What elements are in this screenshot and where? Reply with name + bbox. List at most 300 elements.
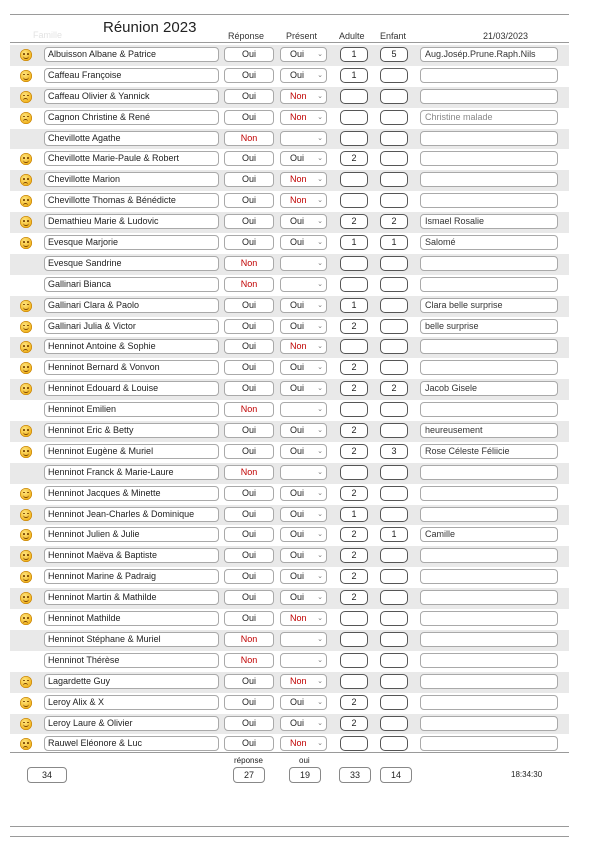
present-select[interactable] <box>280 151 327 166</box>
family-name-field[interactable]: Henninot Jacques & Minette <box>44 486 219 501</box>
adulte-field[interactable] <box>340 193 368 208</box>
chevron-down-icon[interactable]: ⌄ <box>317 259 323 267</box>
family-name-field[interactable]: Henninot Bernard & Vonvon <box>44 360 219 375</box>
adulte-field[interactable]: 2 <box>340 695 368 710</box>
chevron-down-icon[interactable]: ⌄ <box>317 677 323 685</box>
adulte-field[interactable] <box>340 611 368 626</box>
enfant-field[interactable] <box>380 736 408 751</box>
adulte-field[interactable] <box>340 653 368 668</box>
family-name-field[interactable]: Evesque Marjorie <box>44 235 219 250</box>
sad-face-icon <box>20 112 32 124</box>
family-name-field[interactable]: Henninot Thérèse <box>44 653 219 668</box>
present-select[interactable] <box>280 277 327 292</box>
adulte-field[interactable]: 2 <box>340 214 368 229</box>
comment-field[interactable] <box>420 590 558 605</box>
enfant-field[interactable] <box>380 110 408 125</box>
chevron-down-icon[interactable]: ⌄ <box>317 698 323 706</box>
present-select[interactable] <box>280 653 327 668</box>
comment-field[interactable] <box>420 131 558 146</box>
enfant-field[interactable]: 1 <box>380 527 408 542</box>
reponse-field[interactable]: Oui <box>224 716 274 731</box>
family-name-field[interactable]: Henninot Jean-Charles & Dominique <box>44 507 219 522</box>
family-name-field[interactable]: Henninot Marine & Padraig <box>44 569 219 584</box>
comment-field[interactable]: Christine malade <box>420 110 558 125</box>
adulte-field[interactable]: 2 <box>340 319 368 334</box>
adulte-field[interactable] <box>340 339 368 354</box>
comment-field[interactable] <box>420 256 558 271</box>
reponse-field[interactable]: Oui <box>224 695 274 710</box>
reponse-field[interactable]: Oui <box>224 486 274 501</box>
present-select[interactable] <box>280 444 327 459</box>
comment-field[interactable] <box>420 611 558 626</box>
reponse-field[interactable]: Oui <box>224 360 274 375</box>
smiley-face-icon <box>20 300 32 312</box>
family-name-field[interactable]: Gallinari Julia & Victor <box>44 319 219 334</box>
present-select[interactable] <box>280 486 327 501</box>
family-name-field[interactable]: Henninot Mathilde <box>44 611 219 626</box>
enfant-field[interactable] <box>380 423 408 438</box>
adulte-total-field[interactable]: 33 <box>339 767 371 783</box>
enfant-field[interactable] <box>380 674 408 689</box>
adulte-field[interactable]: 2 <box>340 423 368 438</box>
adulte-field[interactable]: 1 <box>340 235 368 250</box>
chevron-down-icon[interactable]: ⌄ <box>317 719 323 727</box>
enfant-total-field[interactable]: 14 <box>380 767 412 783</box>
enfant-field[interactable] <box>380 590 408 605</box>
enfant-field[interactable] <box>380 193 408 208</box>
chevron-down-icon[interactable]: ⌄ <box>317 427 323 435</box>
comment-field[interactable] <box>420 339 558 354</box>
present-value: Non <box>290 90 307 101</box>
chevron-down-icon[interactable]: ⌄ <box>317 239 323 247</box>
present-select[interactable] <box>280 695 327 710</box>
reponse-field[interactable]: Oui <box>224 674 274 689</box>
enfant-field[interactable]: 1 <box>380 235 408 250</box>
sad-face-icon <box>20 91 32 103</box>
present-select[interactable] <box>280 527 327 542</box>
chevron-down-icon[interactable]: ⌄ <box>317 594 323 602</box>
present-select[interactable] <box>280 381 327 396</box>
family-name-field[interactable]: Henninot Martin & Mathilde <box>44 590 219 605</box>
chevron-down-icon[interactable]: ⌄ <box>317 51 323 58</box>
present-select[interactable] <box>280 339 327 354</box>
family-name-field[interactable]: Chevillotte Marion <box>44 172 219 187</box>
smiley-face-icon <box>20 509 32 521</box>
chevron-down-icon[interactable]: ⌄ <box>317 92 323 100</box>
present-select[interactable] <box>280 298 327 313</box>
reponse-field[interactable]: Oui <box>224 590 274 605</box>
comment-field[interactable] <box>420 172 558 187</box>
chevron-down-icon[interactable]: ⌄ <box>317 468 323 476</box>
smiley-face-icon <box>20 216 32 228</box>
present-value: Non <box>290 341 307 352</box>
present-value: Oui <box>290 445 305 456</box>
header-divider <box>10 42 569 43</box>
comment-field[interactable] <box>420 569 558 584</box>
present-value: Oui <box>290 153 305 164</box>
enfant-field[interactable] <box>380 339 408 354</box>
chevron-down-icon[interactable]: ⌄ <box>317 615 323 623</box>
comment-field[interactable]: Camille <box>420 527 558 542</box>
table-row <box>10 87 569 108</box>
reponse-field[interactable]: Oui <box>224 298 274 313</box>
enfant-field[interactable] <box>380 653 408 668</box>
enfant-field[interactable] <box>380 298 408 313</box>
adulte-field[interactable] <box>340 256 368 271</box>
chevron-down-icon[interactable]: ⌄ <box>317 155 323 163</box>
present-value: Oui <box>290 216 305 227</box>
comment-field[interactable] <box>420 716 558 731</box>
famille-label: Famille <box>33 30 63 40</box>
enfant-field[interactable] <box>380 611 408 626</box>
adulte-field[interactable]: 2 <box>340 360 368 375</box>
present-select[interactable] <box>280 569 327 584</box>
chevron-down-icon[interactable]: ⌄ <box>317 447 323 455</box>
smiley-face-icon <box>20 321 32 333</box>
chevron-down-icon[interactable]: ⌄ <box>317 322 323 330</box>
present-select[interactable] <box>280 736 327 751</box>
adulte-field[interactable] <box>340 110 368 125</box>
present-select[interactable] <box>280 131 327 146</box>
chevron-down-icon[interactable]: ⌄ <box>317 280 323 288</box>
table-row <box>10 714 569 735</box>
table-row <box>10 609 569 630</box>
sad-face-icon <box>20 676 32 688</box>
chevron-down-icon[interactable]: ⌄ <box>317 176 323 184</box>
comment-field[interactable] <box>420 277 558 292</box>
reponse-field[interactable]: Oui <box>224 569 274 584</box>
chevron-down-icon[interactable]: ⌄ <box>317 656 323 664</box>
present-select[interactable] <box>280 110 327 125</box>
present-select[interactable] <box>280 632 327 647</box>
family-name-field[interactable]: Henninot Stéphane & Muriel <box>44 632 219 647</box>
comment-field[interactable]: Ismael Rosalie <box>420 214 558 229</box>
reponse-field[interactable]: Non <box>224 131 274 146</box>
chevron-down-icon[interactable]: ⌄ <box>317 364 323 372</box>
enfant-field[interactable] <box>380 256 408 271</box>
reponse-field[interactable]: Oui <box>224 381 274 396</box>
family-name-field[interactable]: Caffeau Françoise <box>44 68 219 83</box>
adulte-field[interactable] <box>340 131 368 146</box>
family-name-field[interactable]: Albuisson Albane & Patrice <box>44 47 219 62</box>
chevron-down-icon[interactable]: ⌄ <box>317 134 323 142</box>
adulte-field[interactable] <box>340 632 368 647</box>
family-name-field[interactable]: Cagnon Christine & René <box>44 110 219 125</box>
reponse-field[interactable]: Oui <box>224 235 274 250</box>
reponse-field[interactable]: Oui <box>224 68 274 83</box>
family-name-field[interactable]: Henninot Edouard & Louise <box>44 381 219 396</box>
guest-list <box>10 45 569 755</box>
family-name-field[interactable]: Henninot Emilien <box>44 402 219 417</box>
enfant-field[interactable]: 2 <box>380 381 408 396</box>
family-name-field[interactable]: Rauwel Eléonore & Luc <box>44 736 219 751</box>
reponse-field[interactable]: Oui <box>224 527 274 542</box>
table-row <box>10 546 569 567</box>
table-row <box>10 337 569 358</box>
comment-field[interactable]: heureusement <box>420 423 558 438</box>
comment-field[interactable] <box>420 68 558 83</box>
adulte-field[interactable] <box>340 465 368 480</box>
family-name-field[interactable]: Henninot Maëva & Baptiste <box>44 548 219 563</box>
comment-field[interactable] <box>420 151 558 166</box>
present-select[interactable] <box>280 172 327 187</box>
col-header-reponse: Réponse <box>228 31 265 41</box>
present-select[interactable] <box>280 716 327 731</box>
enfant-field[interactable] <box>380 68 408 83</box>
comment-field[interactable] <box>420 402 558 417</box>
chevron-down-icon[interactable]: ⌄ <box>317 489 323 497</box>
adulte-field[interactable] <box>340 674 368 689</box>
enfant-field[interactable] <box>380 486 408 501</box>
reponse-field[interactable]: Oui <box>224 444 274 459</box>
table-row <box>10 567 569 588</box>
col-header-enfant: Enfant <box>380 31 407 41</box>
reponse-field[interactable]: Non <box>224 402 274 417</box>
present-value: Oui <box>290 717 305 728</box>
reponse-field[interactable]: Oui <box>224 423 274 438</box>
reponse-field[interactable]: Oui <box>224 507 274 522</box>
comment-field[interactable] <box>420 695 558 710</box>
comment-field[interactable] <box>420 486 558 501</box>
comment-field[interactable]: Salomé <box>420 235 558 250</box>
present-select[interactable] <box>280 611 327 626</box>
present-value: Oui <box>290 320 305 331</box>
smiley-face-icon <box>20 571 32 583</box>
adulte-field[interactable]: 2 <box>340 590 368 605</box>
smiley-face-icon <box>20 550 32 562</box>
family-name-field[interactable]: Chevillotte Agathe <box>44 131 219 146</box>
enfant-field[interactable] <box>380 277 408 292</box>
present-value: Oui <box>290 237 305 248</box>
enfant-field[interactable] <box>380 465 408 480</box>
reponse-field[interactable]: Oui <box>224 319 274 334</box>
table-row <box>10 421 569 442</box>
adulte-field[interactable] <box>340 172 368 187</box>
enfant-field[interactable] <box>380 569 408 584</box>
chevron-down-icon[interactable]: ⌄ <box>317 740 323 748</box>
enfant-field[interactable] <box>380 507 408 522</box>
present-select[interactable] <box>280 360 327 375</box>
comment-field[interactable]: Clara belle surprise <box>420 298 558 313</box>
present-value: Non <box>290 174 307 185</box>
enfant-field[interactable] <box>380 548 408 563</box>
present-select[interactable] <box>280 402 327 417</box>
comment-field[interactable] <box>420 632 558 647</box>
present-select[interactable] <box>280 674 327 689</box>
family-name-field[interactable]: Henninot Franck & Marie-Laure <box>44 465 219 480</box>
adulte-field[interactable]: 2 <box>340 486 368 501</box>
reponse-field[interactable]: Oui <box>224 172 274 187</box>
table-row <box>10 66 569 87</box>
adulte-field[interactable] <box>340 89 368 104</box>
adulte-field[interactable] <box>340 277 368 292</box>
comment-field[interactable] <box>420 507 558 522</box>
enfant-field[interactable] <box>380 131 408 146</box>
adulte-field[interactable] <box>340 736 368 751</box>
family-name-field[interactable]: Lagardette Guy <box>44 674 219 689</box>
enfant-field[interactable]: 5 <box>380 47 408 62</box>
enfant-field[interactable] <box>380 632 408 647</box>
family-name-field[interactable]: Evesque Sandrine <box>44 256 219 271</box>
comment-field[interactable] <box>420 360 558 375</box>
smiley-face-icon <box>20 237 32 249</box>
comment-field[interactable]: Rose Céleste Féliicie <box>420 444 558 459</box>
oui-total-field[interactable]: 19 <box>289 767 321 783</box>
adulte-field[interactable]: 2 <box>340 716 368 731</box>
top-divider <box>10 14 569 15</box>
adulte-field[interactable]: 2 <box>340 569 368 584</box>
present-select[interactable] <box>280 465 327 480</box>
present-select[interactable] <box>280 47 327 62</box>
reponse-field[interactable]: Oui <box>224 548 274 563</box>
smiley-face-icon <box>20 425 32 437</box>
comment-field[interactable] <box>420 736 558 751</box>
chevron-down-icon[interactable]: ⌄ <box>317 573 323 581</box>
sad-face-icon <box>20 195 32 207</box>
family-name-field[interactable]: Gallinari Bianca <box>44 277 219 292</box>
chevron-down-icon[interactable]: ⌄ <box>317 406 323 414</box>
comment-field[interactable]: Jacob Gisele <box>420 381 558 396</box>
family-name-field[interactable]: Leroy Laure & Olivier <box>44 716 219 731</box>
adulte-field[interactable]: 1 <box>340 47 368 62</box>
present-select[interactable] <box>280 507 327 522</box>
comment-field[interactable] <box>420 465 558 480</box>
present-select[interactable] <box>280 423 327 438</box>
family-name-field[interactable]: Leroy Alix & X <box>44 695 219 710</box>
reponse-field[interactable]: Oui <box>224 214 274 229</box>
adulte-field[interactable]: 2 <box>340 548 368 563</box>
smiley-face-icon <box>20 446 32 458</box>
adulte-field[interactable]: 1 <box>340 298 368 313</box>
adulte-field[interactable]: 1 <box>340 507 368 522</box>
adulte-field[interactable] <box>340 402 368 417</box>
present-select[interactable] <box>280 193 327 208</box>
chevron-down-icon[interactable]: ⌄ <box>317 343 323 351</box>
chevron-down-icon[interactable]: ⌄ <box>317 113 323 121</box>
reponse-field[interactable]: Non <box>224 653 274 668</box>
present-select[interactable] <box>280 68 327 83</box>
chevron-down-icon[interactable]: ⌄ <box>317 385 323 393</box>
comment-field[interactable] <box>420 674 558 689</box>
enfant-field[interactable] <box>380 319 408 334</box>
adulte-field[interactable]: 2 <box>340 527 368 542</box>
list-bottom-divider <box>10 752 569 753</box>
family-name-field[interactable]: Chevillotte Thomas & Bénédicte <box>44 193 219 208</box>
present-select[interactable] <box>280 548 327 563</box>
family-name-field[interactable]: Chevillotte Marie-Paule & Robert <box>44 151 219 166</box>
table-row <box>10 170 569 191</box>
family-name-field[interactable]: Demathieu Marie & Ludovic <box>44 214 219 229</box>
present-select[interactable] <box>280 214 327 229</box>
enfant-field[interactable] <box>380 716 408 731</box>
reponse-total-label: réponse <box>234 756 263 765</box>
chevron-down-icon[interactable]: ⌄ <box>317 301 323 309</box>
table-row <box>10 212 569 233</box>
table-row <box>10 317 569 338</box>
present-select[interactable] <box>280 256 327 271</box>
reponse-field[interactable]: Oui <box>224 47 274 62</box>
table-row <box>10 693 569 714</box>
chevron-down-icon[interactable]: ⌄ <box>317 71 323 79</box>
enfant-field[interactable]: 2 <box>380 214 408 229</box>
enfant-field[interactable] <box>380 360 408 375</box>
sad-face-icon <box>20 738 32 750</box>
enfant-field[interactable] <box>380 151 408 166</box>
table-row <box>10 630 569 651</box>
adulte-field[interactable]: 1 <box>340 68 368 83</box>
family-name-field[interactable]: Henninot Antoine & Sophie <box>44 339 219 354</box>
present-select[interactable] <box>280 319 327 334</box>
table-row <box>10 505 569 526</box>
chevron-down-icon[interactable]: ⌄ <box>317 552 323 560</box>
reponse-field[interactable]: Non <box>224 465 274 480</box>
family-name-field[interactable]: Henninot Eric & Betty <box>44 423 219 438</box>
reponse-field[interactable]: Oui <box>224 193 274 208</box>
reponse-field[interactable]: Non <box>224 632 274 647</box>
adulte-field[interactable]: 2 <box>340 444 368 459</box>
smiley-face-icon <box>20 697 32 709</box>
family-name-field[interactable]: Henninot Julien & Julie <box>44 527 219 542</box>
present-select[interactable] <box>280 89 327 104</box>
smiley-face-icon <box>20 592 32 604</box>
reponse-field[interactable]: Non <box>224 256 274 271</box>
present-select[interactable] <box>280 590 327 605</box>
adulte-field[interactable]: 2 <box>340 381 368 396</box>
reponse-field[interactable]: Oui <box>224 611 274 626</box>
chevron-down-icon[interactable]: ⌄ <box>317 531 323 539</box>
chevron-down-icon[interactable]: ⌄ <box>317 218 323 226</box>
present-value: Oui <box>290 383 305 394</box>
reponse-field[interactable]: Oui <box>224 151 274 166</box>
enfant-field[interactable]: 3 <box>380 444 408 459</box>
enfant-field[interactable] <box>380 695 408 710</box>
comment-field[interactable] <box>420 653 558 668</box>
reponse-field[interactable]: Oui <box>224 339 274 354</box>
table-row <box>10 108 569 129</box>
smiley-face-icon <box>20 362 32 374</box>
total-count-field[interactable]: 34 <box>27 767 67 783</box>
sad-face-icon <box>20 341 32 353</box>
table-row <box>10 651 569 672</box>
table-row <box>10 149 569 170</box>
present-value: Oui <box>290 571 305 582</box>
enfant-field[interactable] <box>380 172 408 187</box>
adulte-field[interactable]: 2 <box>340 151 368 166</box>
chevron-down-icon[interactable]: ⌄ <box>317 510 323 518</box>
reponse-field[interactable]: Oui <box>224 110 274 125</box>
header-date: 21/03/2023 <box>483 31 529 41</box>
reponse-field[interactable]: Non <box>224 277 274 292</box>
family-name-field[interactable]: Henninot Eugène & Muriel <box>44 444 219 459</box>
reponse-field[interactable]: Oui <box>224 736 274 751</box>
family-name-field[interactable]: Caffeau Olivier & Yannick <box>44 89 219 104</box>
comment-field[interactable]: belle surprise <box>420 319 558 334</box>
enfant-field[interactable] <box>380 89 408 104</box>
comment-field[interactable]: Aug.Josép.Prune.Raph.Nils <box>420 47 558 62</box>
chevron-down-icon[interactable]: ⌄ <box>317 635 323 643</box>
present-select[interactable] <box>280 235 327 250</box>
family-name-field[interactable]: Gallinari Clara & Paolo <box>44 298 219 313</box>
table-row <box>10 191 569 212</box>
table-row <box>10 296 569 317</box>
comment-field[interactable] <box>420 548 558 563</box>
comment-field[interactable] <box>420 193 558 208</box>
reponse-total-field[interactable]: 27 <box>233 767 265 783</box>
comment-field[interactable] <box>420 89 558 104</box>
reponse-field[interactable]: Oui <box>224 89 274 104</box>
chevron-down-icon[interactable]: ⌄ <box>317 197 323 205</box>
enfant-field[interactable] <box>380 402 408 417</box>
